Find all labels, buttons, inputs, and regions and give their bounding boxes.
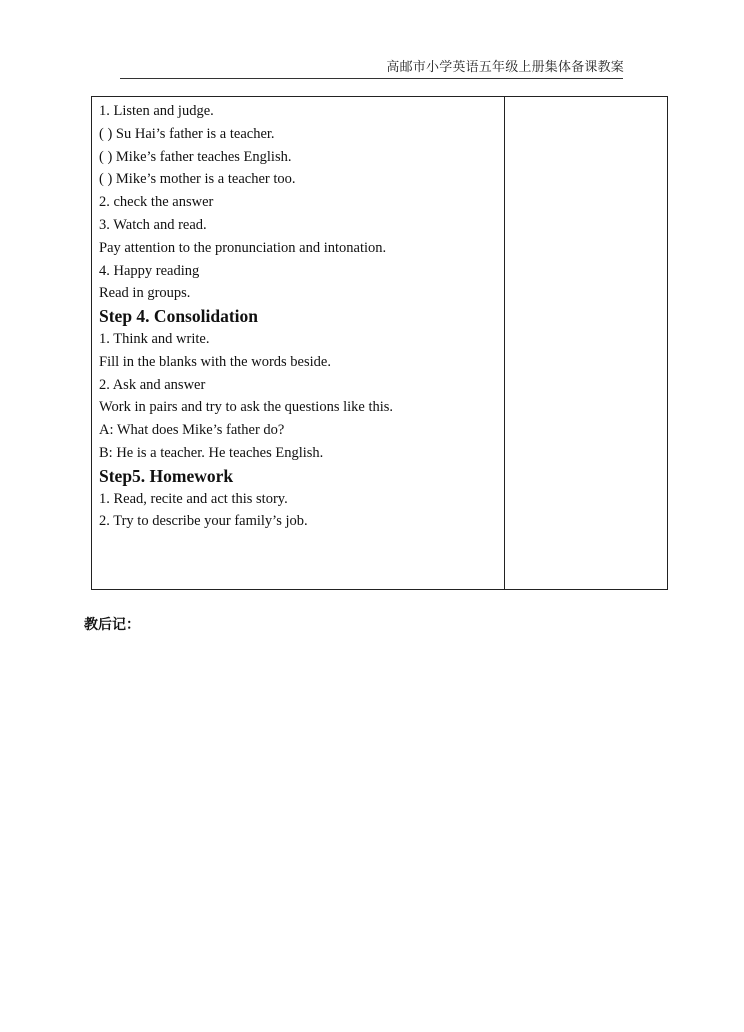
- lesson-line: ( ) Su Hai’s father is a teacher.: [99, 125, 275, 142]
- header-rule: [120, 78, 623, 79]
- lesson-line: 1. Think and write.: [99, 330, 210, 347]
- lesson-line: 2. Ask and answer: [99, 376, 206, 393]
- step-heading: Step 4. Consolidation: [99, 306, 258, 327]
- lesson-line: 2. Try to describe your family’s job.: [99, 513, 308, 530]
- lesson-line: 3. Watch and read.: [99, 216, 207, 233]
- lesson-line: 1. Listen and judge.: [99, 103, 214, 119]
- after-class-notes-label: 教后记：: [84, 617, 140, 633]
- notes-cell: [505, 97, 667, 589]
- step-heading: Step5. Homework: [99, 465, 234, 486]
- lesson-line: A: What does Mike’s father do?: [99, 422, 285, 439]
- lesson-line: Read in groups.: [99, 285, 191, 302]
- lesson-line: 1. Read, recite and act this story.: [99, 490, 288, 507]
- lesson-plan-table: [91, 96, 668, 590]
- lesson-line: 2. check the answer: [99, 194, 214, 211]
- lesson-line: ( ) Mike’s father teaches English.: [99, 148, 292, 165]
- lesson-line: 4. Happy reading: [99, 262, 200, 279]
- lesson-line: B: He is a teacher. He teaches English.: [99, 444, 324, 461]
- lesson-line: ( ) Mike’s mother is a teacher too.: [99, 171, 296, 188]
- lesson-line: Fill in the blanks with the words beside.: [99, 353, 331, 370]
- lesson-line: Work in pairs and try to ask the questions like this.: [99, 399, 394, 416]
- page-header-title: 高邮市小学英语五年级上册集体备课教案: [386, 60, 624, 75]
- lesson-line: Pay attention to the pronunciation and intonation.: [99, 239, 387, 256]
- lesson-content-cell: [99, 100, 499, 533]
